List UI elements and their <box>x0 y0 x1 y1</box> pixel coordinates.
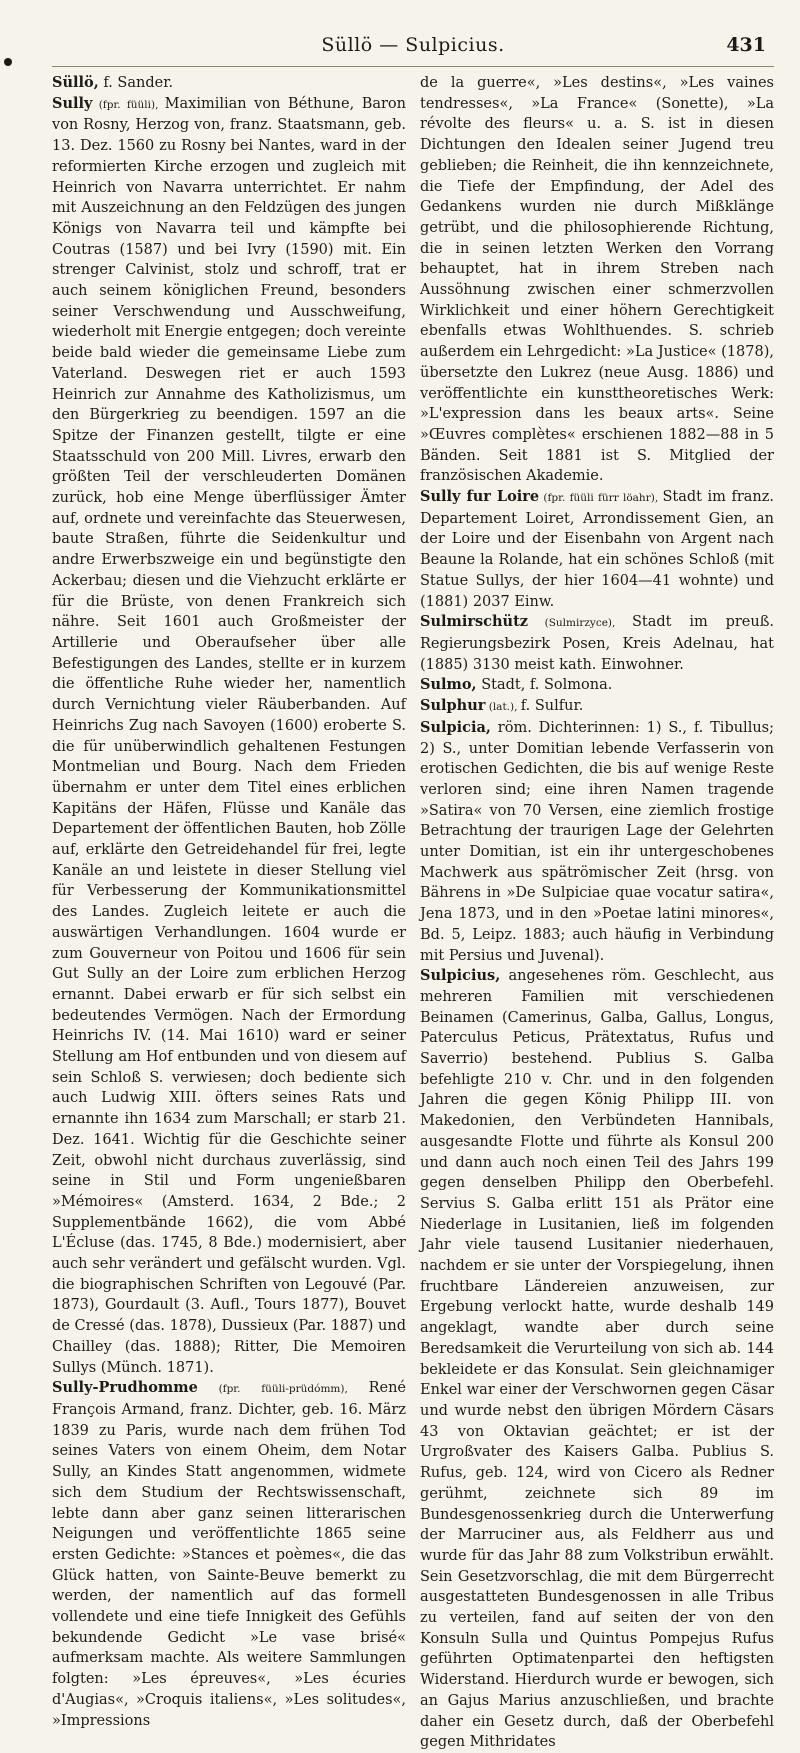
entry-headword: Sulpicius, <box>420 967 501 985</box>
entry-pronunciation: (fpr. füüli), <box>92 98 165 111</box>
entry-headword: Sulpicia, <box>420 718 491 736</box>
entry-pronunciation: (Sulmirzyce), <box>528 617 632 630</box>
entry-headword: Süllö, <box>52 74 99 91</box>
margin-mark <box>4 58 12 66</box>
dictionary-entry <box>420 696 774 718</box>
entry-headword: Sully-Prudhomme <box>52 1379 198 1397</box>
entry-headword: Sully <box>52 94 93 112</box>
running-title: Süllö — Sulpicius. <box>321 34 505 56</box>
dictionary-entry <box>420 966 774 1753</box>
entry-text: Maximilian von Béthune, Baron von Rosny, Herzog von, franz. Staatsmann, geb. 13. Dez. 1560 zu Rosny bei Nantes, ward in der reformierten Kirche erzogen und zugleich mit Heinrich von Navarra unterrichtet. Er nahm mit Auszeichnung an den Feldzügen des jungen Königs von Navarra teil und kämpfte bei Coutras (1587) und bei Ivry (1590) mit. Ein strenger Calvinist, stolz und schroff, trat er auch seinem königlichen Freund, besonders seiner Verschwendung und Ausschweifung, wiederholt mit Energie entgegen; doch vereinte beide bald wieder die gemeinsame Liebe zum Vaterland. Deswegen riet er auch 1593 Heinrich zur Annahme des Katholizismus, um den Bürgerkrieg zu beendigen. 1597 an die Spitze der Finanzen gestellt, tilgte er eine Staatsschuld von 200 Mill. Livres, erwarb den größten Teil der verschleuderten Domänen zurück, hob eine Menge überflüssiger Ämter auf, ordnete und vereinfachte das Steuerwesen, baute Straßen, führte die Seidenkultur und andre Erwerbszweige ein und begünstigte den Ackerbau; diesen und die Viehzucht erklärte er für die Brüste, von denen Frankreich sich nähre. Seit 1601 auch Großmeister der Artillerie und Oberaufseher über alle Befestigungen des Landes, stellte er in kurzem die öffentliche Ruhe wieder her, namentlich durch Vernichtung vieler Räuberbanden. Auf Heinrichs Zug nach Savoyen (1600) eroberte S. die für unüberwindlich gehaltenen Festungen Montmelian und Bourg. Nach dem Frieden übernahm er unter dem Titel eines erblichen Kapitäns der Häfen, Flüsse und Kanäle das Departement der öffentlichen Bauten, hob Zölle auf, erklärte den Getreidehandel für frei, legte Kanäle an und leistete in dieser Stellung viel für Verbesserung der Kommunikationsmittel des Landes. Zugleich leitete er auch die auswärtigen Verhandlungen. 1604 wurde er zum Gouverneur von Poitou und 1606 für sein Gut Sully an der Loire zum erblichen Herzog ernannt. Dabei erwarb er für sich selbst ein bedeutendes Vermögen. Nach der Ermordung Heinrichs IV. (14. Mai 1610) ward er seiner Stellung am Hof entbunden und von diesem auf sein Schloß S. verwiesen; doch bediente sich auch Ludwig XIII. öfters seines Rats und ernannte ihn 1634 zum Marschall; er starb 21. Dez. 1641. Wichtig für die Geschichte seiner Zeit, obwohl nicht durchaus zuverlässig, sind seine in Stil und Form ungenießbaren »Mémoires« (Amsterd. 1634, 2 Bde.; 2 Supplementbände 1662), die vom Abbé L'Écluse (das. 1745, 8 Bde.) modernisiert, aber auch sehr verändert und gefälscht wurden. Vgl. die biographischen Schriften von Legouvé (Par. 1873), Gourdault (3. Aufl., Tours 1877), Bouvet de Cressé (das. 1878), Dussieux (Par. 1887) und Chailley (das. 1888); Ritter, Die Memoiren Sullys (Münch. 1871). <box>52 95 406 1376</box>
dictionary-entry <box>420 612 774 675</box>
entry-text: René François Armand, franz. Dichter, geb. 16. März 1839 zu Paris, wurde nach dem frühen Tod seines Vaters von einem Oheim, dem Notar Sully, an Kindes Statt angenommen, widmete sich dem Studium der Rechtswissenschaft, lebte dann aber ganz seinen litterarischen Neigungen und veröffentlichte 1865 seine ersten Gedichte: »Stances et poèmes«, die das Glück hatten, von Sainte-Beuve bemerkt zu werden, der namentlich auf das formell vollendete und eine tiefe Innigkeit des Gefühls bekundende Gedicht »Le vase brisé« aufmerksam machte. Als weitere Sammlungen folgten: »Les épreuves«, »Les écuries d'Augias«, »Croquis italiens«, »Les solitudes«, »Impressions <box>52 1380 406 1729</box>
dictionary-entry <box>420 73 774 487</box>
right-column <box>420 73 775 1751</box>
entry-text: f. Sander. <box>98 75 174 91</box>
dictionary-entry <box>420 675 774 696</box>
dictionary-entry <box>420 718 774 966</box>
entry-headword: Sulmirschütz <box>420 613 529 631</box>
entry-text: f. Sulfur. <box>520 698 584 715</box>
dictionary-entry <box>420 487 774 612</box>
entry-text: Stadt, f. Solmona. <box>476 677 613 694</box>
entry-text: de la guerre«, »Les destins«, »Les vaines tendresses«, »La France« (Sonette), »La révolte des fleurs« u. a. S. ist in diesen Dichtungen den Idealen seiner Jugend treu geblieben; die Reinheit, die ihn kennzeichnete, die Tiefe der Empfindung, der Adel des Gedankens wurden nie durch Mißklänge getrübt, und die philosophierende Richtung, die in seinen letzten Werken den Vorrang behauptet, hat in ihrem Streben nach Aussöhnung zwischen einer schmerzvollen Wirklichkeit und einer höhern Gerechtigkeit ebenfalls etwas Wohlthuendes. S. schrieb außerdem ein Lehrgedicht: »La Justice« (1878), übersetzte den Lukrez (neue Ausg. 1886) und veröffentlichte ein kunsttheoretisches Werk: »L'expression dans les beaux arts«. Seine »Œuvres complètes« erschienen 1882—88 in 5 Bänden. Seit 1881 ist S. Mitglied der französischen Akademie. <box>420 75 774 485</box>
entry-text: Stadt im preuß. Regierungsbezirk Posen, Kreis Adelnau, hat (1885) 3130 meist kath. Einwohner. <box>420 614 774 673</box>
entry-pronunciation: (fpr. füüli-prüdómm), <box>197 1383 369 1396</box>
entry-text: röm. Dichterinnen: 1) S., f. Tibullus; 2) S., unter Domitian lebende Verfasserin von erotischen Gedichten, die bis auf wenige Reste verloren sind; eine ihren Namen tragende »Satira« von 70 Versen, eine ziemlich frostige Betrachtung der traurigen Lage der Gelehrten unter Domitian, ist ein ihr untergeschobenes Machwerk aus spätrömischer Zeit (hrsg. von Bährens in »De Sulpiciae quae vocatur satira«, Jena 1873, und in den »Poetae latini minores«, Bd. 5, Leipz. 1883; auch häufig in Verbindung mit Persius und Juvenal). <box>420 719 774 964</box>
entry-text: angesehenes röm. Geschlecht, aus mehreren Familien mit verschiedenen Beinamen (Camerinus, Galba, Gallus, Longus, Paterculus Peticus, Prätextatus, Rufus und Saverrio) bestehend. Publius S. Galba befehligte 210 v. Chr. und in den folgenden Jahren die gegen König Philipp III. von Makedonien, den Verbündeten Hannibals, ausgesandte Flotte und führte als Konsul 200 und dann auch noch einen Teil des Jahrs 199 gegen denselben Philipp den Oberbefehl. Servius S. Galba erlitt 151 als Prätor eine Niederlage in Lusitanien, ließ im folgenden Jahr viele tausend Lusitanier niederhauen, nachdem er sie unter der Vorspiegelung, ihnen fruchtbare Ländereien anzuweisen, zur Ergebung verlockt hatte, wurde deshalb 149 angeklagt, wandte aber durch seine Beredsamkeit die Verurteilung von sich ab. 144 bekleidete er das Konsulat. Sein gleichnamiger Enkel war einer der Verschwornen gegen Cäsar und wurde nebst den übrigen Mördern Cäsars 43 von Oktavian geächtet; er ist der Urgroßvater des Kaisers Galba. Publius S. Rufus, geb. 124, wird von Cicero als Redner gerühmt, zeichnete sich 89 im Bundesgenossenkrieg durch die Unterwerfung der Marruciner aus, als Feldherr aus und wurde für das Jahr 88 zum Volkstribun erwählt. Sein Gesetzvorschlag, die mit dem Bürgerrecht ausgestatteten Bundesgenossen in alle Tribus zu verteilen, fand auf seiten der von den Konsuln Sulla und Quintus Pompejus Rufus geführten Optimatenpartei den heftigsten Widerstand. Hierdurch wurde er bewogen, sich an Gajus Marius anzuschließen, und brachte daher ein Gesetz durch, daß der Oberbefehl gegen Mithridates <box>420 968 774 1751</box>
entry-headword: Sulphur <box>420 697 486 715</box>
entry-text: Stadt im franz. Departement Loiret, Arrondissement Gien, an der Loire und der Eisenbahn von Argent nach Beaune la Rolande, hat ein schönes Schloß (mit Statue Sullys, der hier 1604—41 wohnte) und (1881) 2037 Einw. <box>420 489 775 610</box>
entry-headword: Sulmo, <box>420 676 477 694</box>
entry-pronunciation: (fpr. füüli fürr löahr), <box>539 492 663 505</box>
text-columns <box>52 73 775 1751</box>
page-header <box>52 28 774 67</box>
left-column <box>52 73 406 1729</box>
entry-pronunciation: (lat.), <box>485 701 521 714</box>
page-number: 431 <box>726 34 766 56</box>
dictionary-entry <box>52 73 406 94</box>
entry-headword: Sully fur Loire <box>420 488 540 506</box>
dictionary-entry <box>52 1378 406 1731</box>
dictionary-entry <box>52 94 406 1379</box>
